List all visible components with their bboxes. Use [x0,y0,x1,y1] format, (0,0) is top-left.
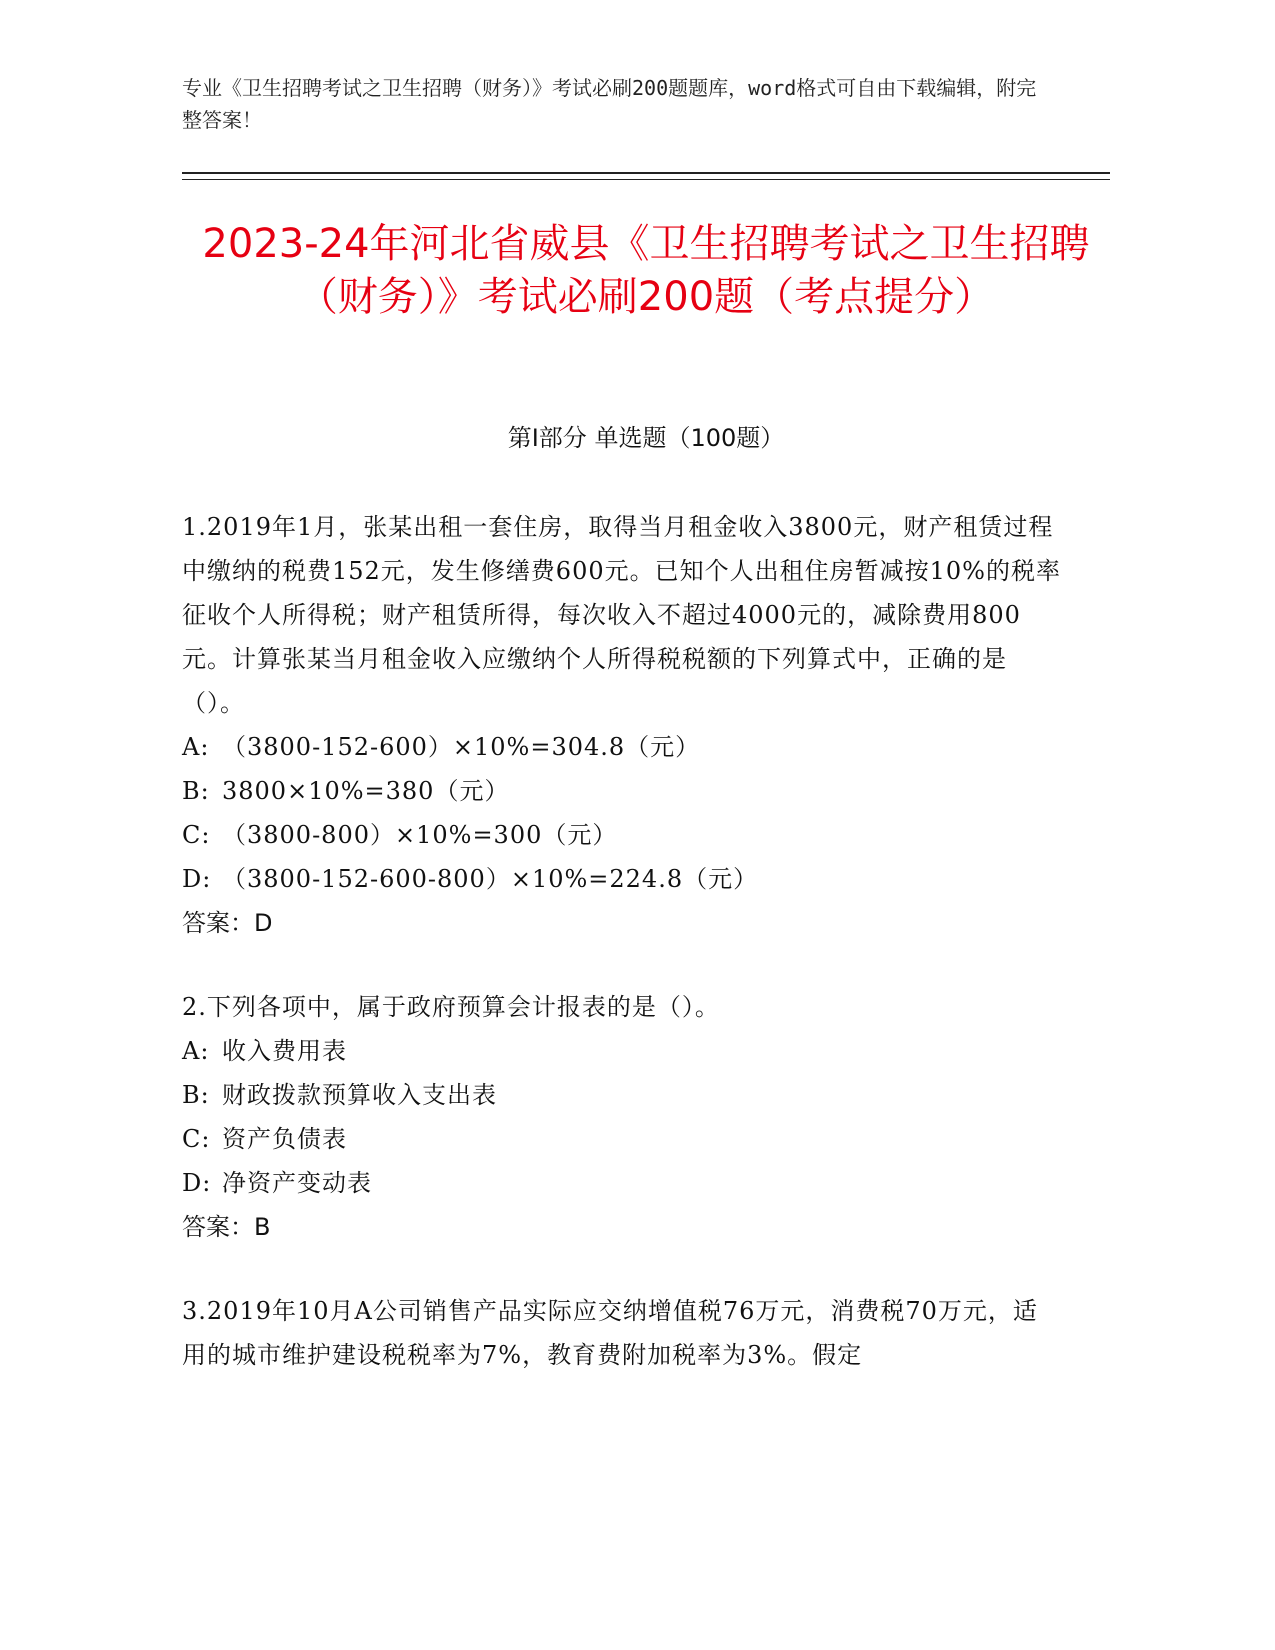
option-text: 净资产变动表 [222,1169,372,1197]
option-letter: C: [182,1125,211,1153]
option-text: 收入费用表 [222,1037,347,1065]
question-stem: 2.下列各项中，属于政府预算会计报表的是（）。 [182,993,720,1021]
option-letter: B: [182,1081,210,1109]
question-stem: 1.2019年1月，张某出租一套住房，取得当月租金收入3800元，财产租赁过程中缴纳的税费152元，发生修缮费600元。已知个人出租住房暂减按10%的税率征收个人所得税；财产租赁所得，每次收入不超过4000元的，减除费用800元。计算张某当月租金收入应缴纳个人所得税税额的下列算式中，正确的是（）。 [182,513,1061,717]
option-c [182,813,1062,857]
option-text: 财政拨款预算收入支出表 [222,1081,497,1109]
option-letter: D: [182,865,212,893]
question-stem: 3.2019年10月A公司销售产品实际应交纳增值税76万元，消费税70万元，适用的城市维护建设税税率为7%，教育费附加税率为3%。假定 [182,1297,1038,1369]
answer-line: 答案：D [182,909,273,937]
option-text: （3800-152-600）×10%=304.8（元） [222,733,701,761]
option-letter: B: [182,777,210,805]
question-1 [182,505,1062,945]
header-divider-thin [182,179,1110,180]
option-text: 资产负债表 [222,1125,347,1153]
option-text: （3800-800）×10%=300（元） [222,821,618,849]
option-letter: A: [182,733,210,761]
option-letter: C: [182,821,211,849]
option-b [182,1073,1062,1117]
header-divider-thick [182,172,1110,174]
option-a [182,1029,1062,1073]
option-a [182,725,1062,769]
header-note: 专业《卫生招聘考试之卫生招聘（财务）》考试必刷200题题库，word格式可自由下载编辑，附完整答案！ [182,76,1037,132]
option-d [182,857,1062,901]
question-list [182,505,1062,1417]
option-text: 3800×10%=380（元） [222,777,510,805]
option-c [182,1117,1062,1161]
option-letter: A: [182,1037,210,1065]
question-2 [182,985,1062,1249]
document-title: 2023-24年河北省威县《卫生招聘考试之卫生招聘（财务）》考试必刷200题（考点提分） [202,221,1090,320]
option-text: （3800-152-600-800）×10%=224.8（元） [222,865,759,893]
answer-line: 答案：B [182,1213,271,1241]
section-heading: 第Ⅰ部分 单选题（100题） [507,424,785,452]
question-3 [182,1289,1062,1377]
option-d [182,1161,1062,1205]
option-letter: D: [182,1169,212,1197]
option-b [182,769,1062,813]
